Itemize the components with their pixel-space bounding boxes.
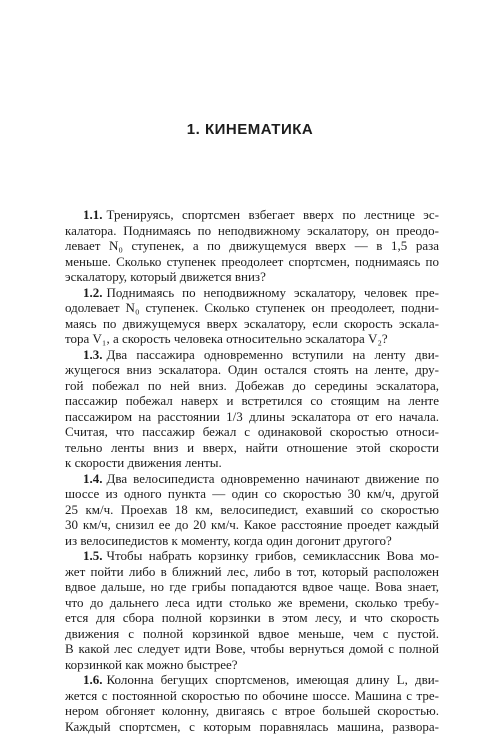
problem-1-2 [65,285,439,347]
problem-line: ется для сбора полной корзинки в этом лесу, и что скорость [65,610,439,625]
problem-line: из велосипедистов к моменту, когда один догонит другого? [65,532,392,548]
problem-line: маясь по движущемуся вверх эскалатору, если скорость эскала- [65,315,439,331]
problem-line: корзинкой как можно быстрее? [65,656,238,672]
problem-line: левает N₀ ступенек, а по движущемуся вверх — в 1,5 раза [65,238,439,253]
problem-line: движения с полной корзинкой вдвое меньше, чем с пустой. [65,625,439,641]
problem-line: В какой лес следует идти Вове, чтобы вернуться домой с полной [65,641,439,656]
problem-text: Чтобы набрать корзинку грибов, семиклассник Вова мо- [106,548,439,563]
problem-text: Два пассажира одновременно вступили на ленту дви- [106,346,439,362]
problem-1-1 [65,207,439,285]
problem-text: Тренируясь, спортсмен взбегает вверх по лестнице эс- [106,207,439,222]
problem-line: тельно ленты вниз и вверх, найти отношение этой скорости [65,439,439,455]
problem-number: 1.3. [83,346,103,362]
problem-line: меньше. Сколько ступенек преодолеет спортсмен, поднимаясь по [65,253,439,269]
problem-line: что до дальнего леса идти столько же времени, сколько требу- [65,594,439,610]
problem-line: Считая, что пассажир бежал с одинаковой скоростью относи- [65,424,439,439]
problem-1-4 [65,471,439,549]
problem-1-5 [65,548,439,672]
problem-line: тора V₁, а скорость человека относительно эскалатора V₂? [65,331,388,346]
chapter-title: 1. КИНЕМАТИКА [186,121,314,138]
problem-line: пассажир побежал наверх и встретился со стоящим на ленте [65,393,439,408]
problem-1-6 [65,672,439,734]
problem-line [65,672,439,688]
problem-line: к скорости движения ленты. [65,455,222,470]
problem-text: Колонна бегущих спортсменов, имеющая длину L, дви- [106,672,439,687]
problem-line: одолевает N₀ ступенек. Сколько ступенек он преодолеет, подни- [65,300,439,315]
problem-text: Два велосипедиста одновременно начинают движение по [106,470,439,486]
problems-list [65,207,439,734]
problem-line: шоссе из одного пункта — один со скоростью 30 км/ч, другой [65,486,439,501]
problem-line [65,347,439,363]
problem-line [65,207,439,223]
problem-number: 1.6. [83,672,103,687]
problem-1-3 [65,347,439,471]
problem-line: жущегося вниз эскалатора. Один остался стоять на ленте, дру- [65,362,439,377]
problem-number: 1.4. [83,470,103,486]
problem-number: 1.2. [83,284,103,300]
problem-line: Каждый спортсмен, с которым поравнялась машина, развора- [65,718,439,734]
problem-line [65,471,439,487]
problem-number: 1.5. [83,548,103,563]
problem-line: пассажиром на расстоянии 1/3 длины эскалатора от его начала. [65,408,439,424]
problem-line: калатора. Поднимаясь по неподвижному эскалатору, он преодо- [65,222,439,238]
problem-number: 1.1. [83,207,103,222]
problem-line: 25 км/ч. Проехав 18 км, велосипедист, ехавший со скоростью [65,501,439,517]
problem-text: Поднимаясь по неподвижному эскалатору, человек пре- [106,284,439,300]
problem-line: нером обгоняет колонну, двигаясь с втрое большей скоростью. [65,703,439,718]
problem-line: жет пойти либо в ближний лес, либо в тот, который расположен [65,563,439,579]
problem-line: эскалатору, который движется вниз? [65,269,266,284]
problem-line: жется с постоянной скоростью по обочине шоссе. Машина с тре- [65,687,439,703]
problem-line: гой побежал по ней вниз. Добежав до середины эскалатора, [65,377,439,393]
problem-line [65,548,439,564]
problem-line: вдвое дальше, но где грибы попадаются вдвое чаще. Вова знает, [65,579,439,594]
problem-line [65,285,439,301]
problem-line: 30 км/ч, снизил ее до 20 км/ч. Какое расстояние проедет каждый [65,517,439,532]
